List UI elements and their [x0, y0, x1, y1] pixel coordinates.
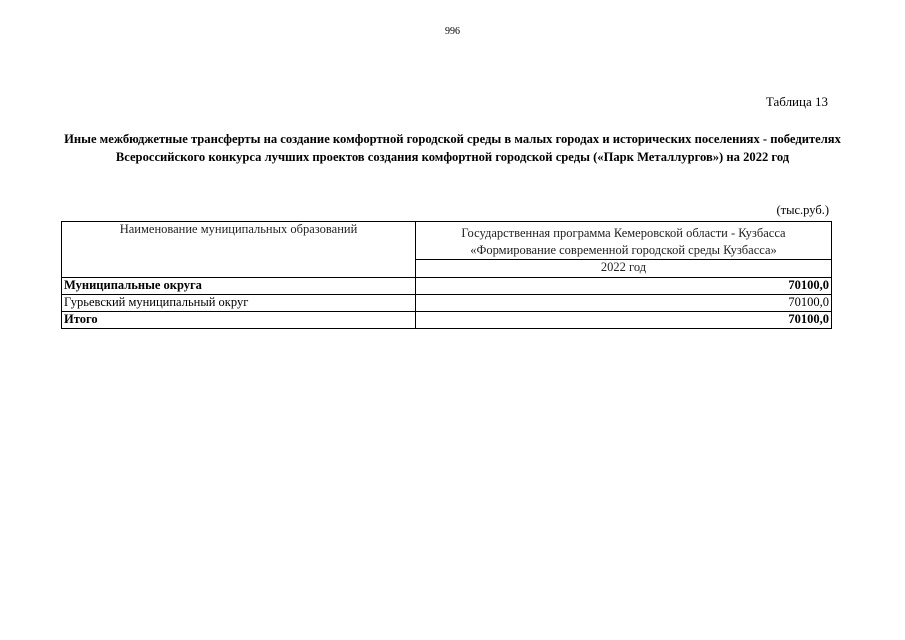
table-row [62, 312, 832, 329]
table-label: Таблица 13 [765, 94, 828, 109]
table-row [62, 278, 832, 295]
row-name-cell: Гурьевский муниципальный округ [62, 295, 416, 312]
row-value-cell: 70100,0 [416, 295, 832, 312]
row-name-cell: Муниципальные округа [62, 278, 416, 295]
header-program-cell: Государственная программа Кемеровской области - Кузбасса «Формирование современной городской среды Кузбасса» [416, 222, 832, 260]
header-name-cell: Наименование муниципальных образований [62, 222, 416, 278]
table-header-row [62, 222, 832, 260]
row-value-cell: 70100,0 [416, 278, 832, 295]
row-name-cell: Итого [62, 312, 416, 329]
header-year-cell: 2022 год [416, 260, 832, 278]
page-number: 996 [445, 26, 460, 37]
table-row [62, 295, 832, 312]
document-title: Иные межбюджетные трансферты на создание комфортной городской среды в малых городах и исторических поселениях - победителях Всероссийского конкурса лучших проектов создания комфортной городской среды («Парк Металлургов») на 2022 год [64, 132, 841, 164]
row-value-cell: 70100,0 [416, 312, 832, 329]
transfers-table [61, 221, 832, 329]
units-label: (тыс.руб.) [776, 203, 829, 217]
